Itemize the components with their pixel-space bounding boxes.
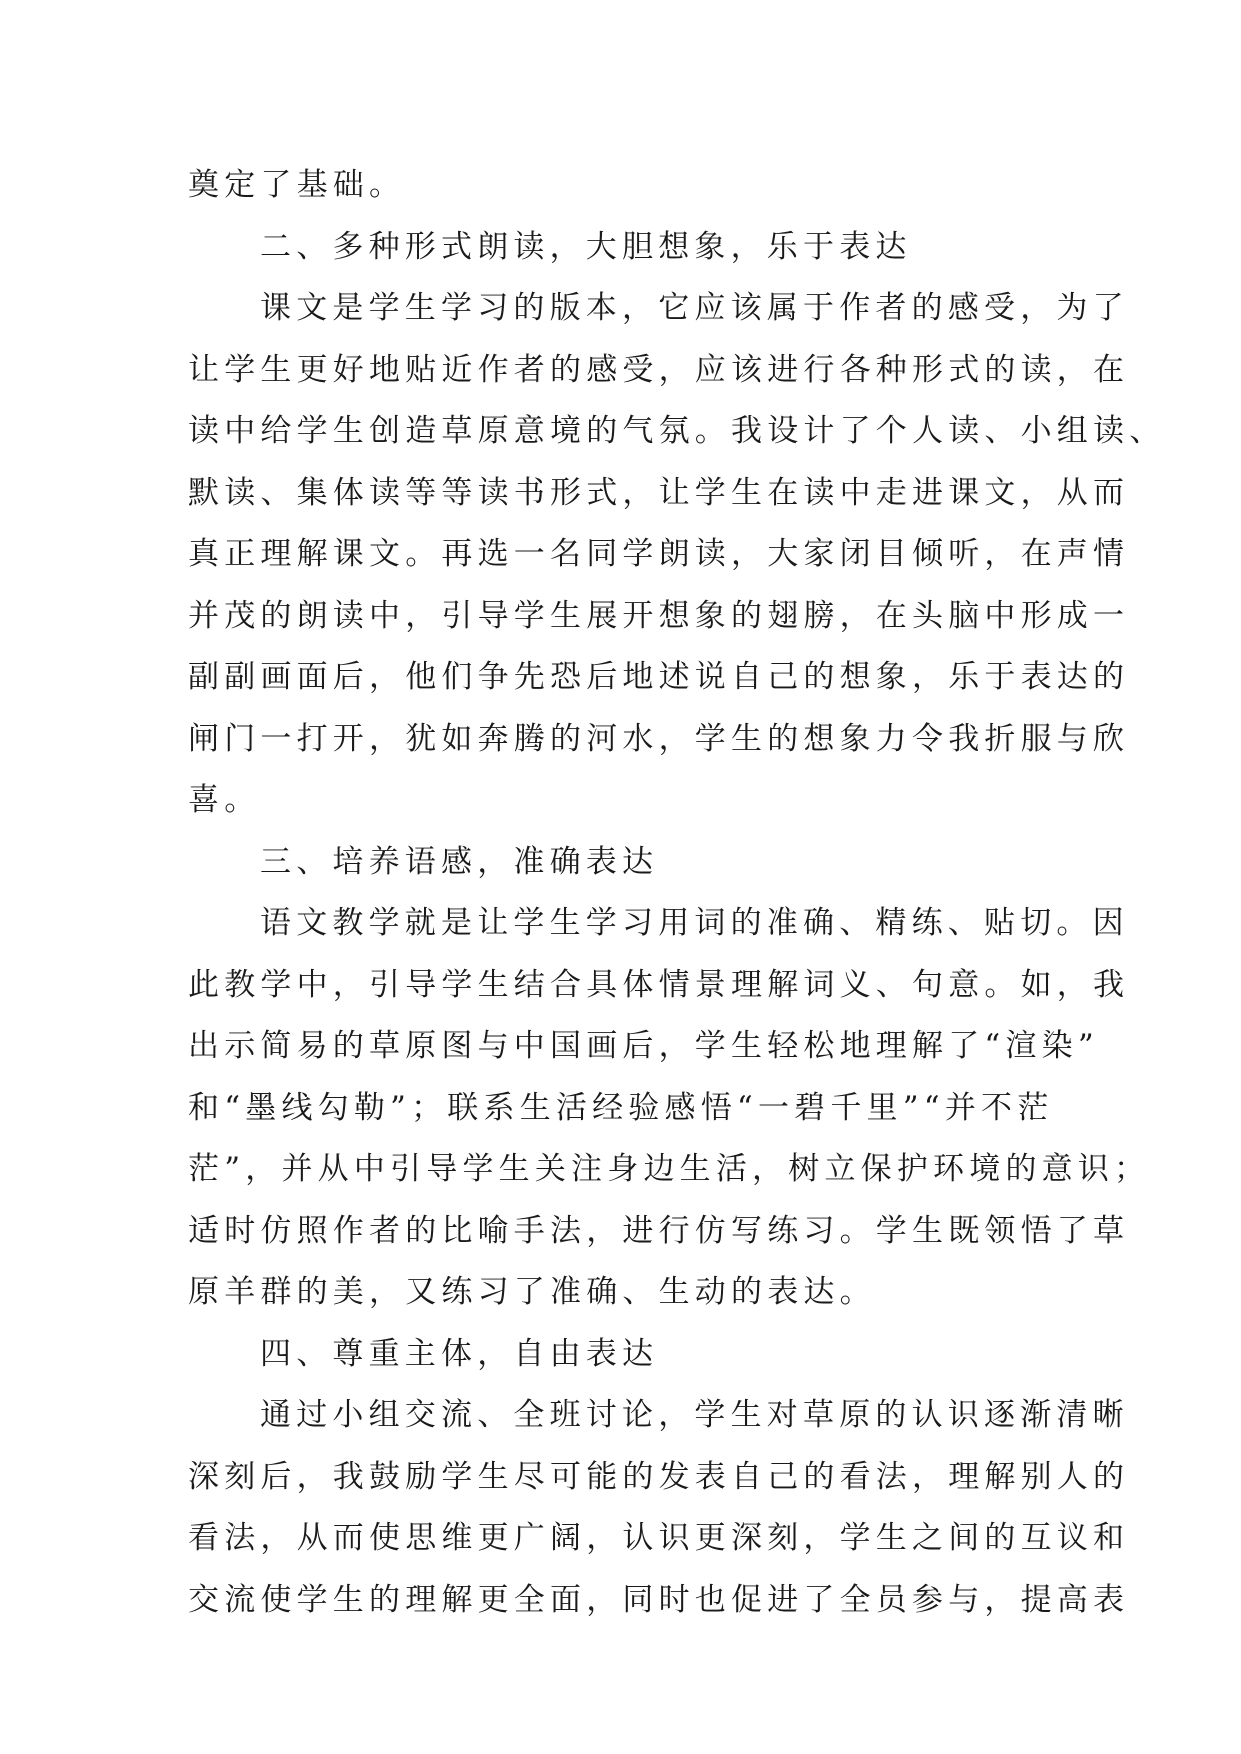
text-line: 喜。 <box>188 782 261 818</box>
text-line: 读中给学生创造草原意境的气氛。我设计了个人读、小组读、 <box>188 413 1166 449</box>
text-line: 和“墨线勾勒”；联系生活经验感悟“一碧千里”“并不茫 <box>188 1089 1054 1126</box>
text-line: 此教学中，引导学生结合具体情景理解词义、句意。如，我 <box>188 966 1130 1003</box>
text-line: 语文教学就是让学生学习用词的准确、精练、贴切。因 <box>260 905 1129 941</box>
text-line: 深刻后，我鼓励学生尽可能的发表自己的看法，理解别人的 <box>188 1458 1130 1495</box>
text-line: 看法，从而使思维更广阔，认识更深刻，学生之间的互议和 <box>188 1520 1130 1556</box>
text-line: 默读、集体读等等读书形式，让学生在读中走进课文，从而 <box>188 474 1130 511</box>
text-line: 通过小组交流、全班讨论，学生对草原的认识逐渐清晰 <box>260 1397 1129 1433</box>
text-line: 茫”，并从中引导学生关注身边生活，树立保护环境的意识； <box>188 1151 1151 1187</box>
text-line: 真正理解课文。再选一名同学朗读，大家闭目倾听，在声情 <box>188 536 1130 572</box>
section-heading: 四、尊重主体，自由表达 <box>260 1335 659 1372</box>
text-line: 课文是学生学习的版本，它应该属于作者的感受，为了 <box>260 290 1129 326</box>
text-line: 原羊群的美，又练习了准确、生动的表达。 <box>188 1274 876 1310</box>
text-line: 适时仿照作者的比喻手法，进行仿写练习。学生既领悟了草 <box>188 1212 1130 1249</box>
section-heading: 三、培养语感，准确表达 <box>260 843 659 880</box>
text-line: 并茂的朗读中，引导学生展开想象的翅膀，在头脑中形成一 <box>188 597 1130 634</box>
text-line: 奠定了基础。 <box>188 167 406 203</box>
body-text <box>188 155 1166 1631</box>
text-line: 交流使学生的理解更全面，同时也促进了全员参与，提高表 <box>188 1581 1130 1618</box>
text-line: 闸门一打开，犹如奔腾的河水，学生的想象力令我折服与欣 <box>188 720 1130 757</box>
text-line: 副副画面后，他们争先恐后地述说自己的想象，乐于表达的 <box>188 659 1130 695</box>
text-line: 出示简易的草原图与中国画后，学生轻松地理解了“渲染” <box>188 1028 1099 1064</box>
section-heading: 二、多种形式朗读，大胆想象，乐于表达 <box>260 228 912 265</box>
text-line: 让学生更好地贴近作者的感受，应该进行各种形式的读，在 <box>188 351 1130 388</box>
